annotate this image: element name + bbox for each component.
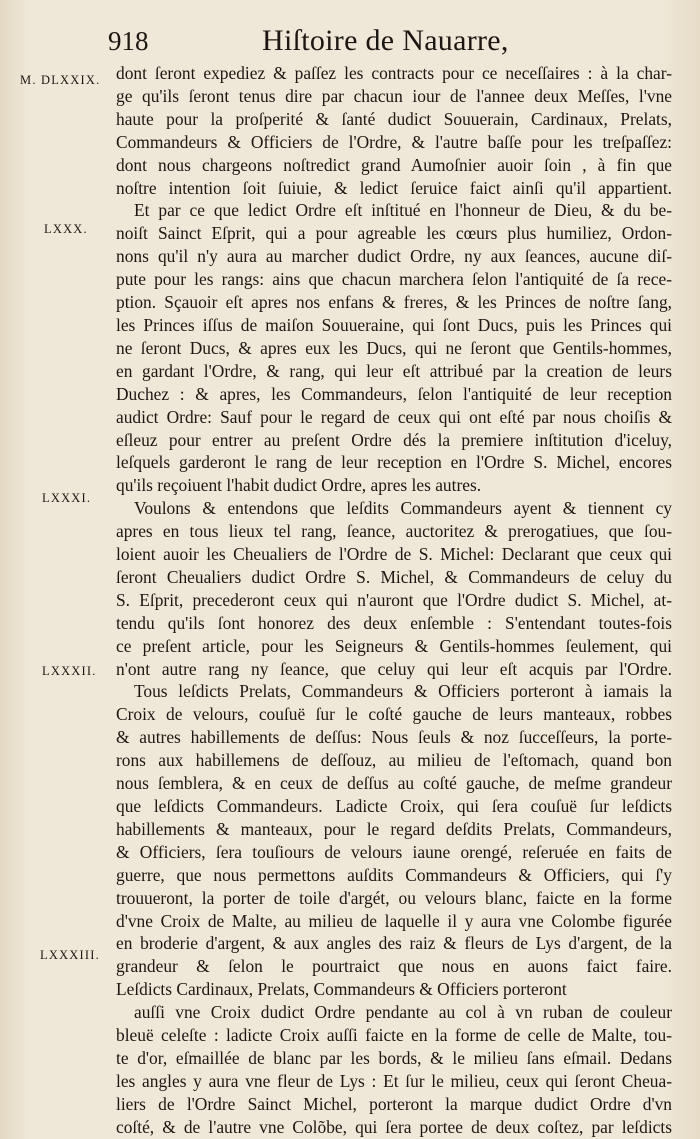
text-line: haute pour la proſperité & ſanté dudict Souuerain, Cardinaux, Prelats, [116,108,672,129]
text-line: Voulons & entendons que leſdits Commandeurs ayent & tiennent cy [134,498,672,519]
margin-note: LXXXI. [42,491,92,505]
margin-note: LXXX. [44,222,88,236]
text-line: audict Ordre: Sauf pour le regard de ceux qui ont eſté par nous choiſis & [116,406,672,427]
text-line: dont ſeront expediez & paſſez les contracts pour ce neceſſaires : à la char- [116,63,672,83]
text-line: trouueront, la porter de toile d'argét, ou velours blanc, faicte en la forme [116,887,672,908]
text-line: leſquels garderont le rang de leur reception en l'Ordre S. Michel, encores [116,452,672,473]
text-line: en gardant l'Ordre, & rang, qui leur eſt attribué par la creation de leurs [116,360,672,381]
text-line: en broderie d'argent, & aux angles des raiz & fleurs de Lys d'argent, de la [116,933,672,954]
text-line: noiſt Sainct Eſprit, qui a pour agreable les cœurs plus humiliez, Ordon- [116,223,672,244]
text-line: que leſdicts Commandeurs. Ladicte Croix, qui ſera couſuë ſur leſdicts [116,796,672,816]
text-line: rons aux habillemens de deſſouz, au milieu de l'eſtomach, quand bon [116,750,672,771]
text-line: n'ont autre rang ny ſeance, que celuy qui leur eſt acquis par l'Ordre. [116,658,672,679]
text-line: Commandeurs & Officiers de l'Ordre, & l'autre baſſe pour les treſpaſſez: [116,131,672,152]
text-line: coſté, & de l'autre vne Colõbe, qui ſera portee de deux coſtez, par leſdicts [116,1116,672,1137]
text-line: d'vne Croix de Malte, au milieu de laquelle il y aura vne Colombe figurée [116,910,672,931]
text-line: qu'ils reçoiuent l'habit dudict Ordre, apres les autres. [116,475,482,496]
text-line: dont nous chargeons noſtredict grand Aumoſnier auoir ſoin , à fin que [116,154,672,175]
margin-note: M. DLXXIX. [20,73,101,87]
text-line: eſleuz pour entrer au preſent Ordre dés la premiere inſtitution d'iceluy, [116,429,672,450]
text-line: apres en tous lieux tel rang, ſeance, auctoritez & prerogatiues, que ſou- [116,521,672,542]
text-line: & Officiers, ſera touſiours de velours iaune orengé, reſeruée en faits de [116,841,672,862]
text-line: grandeur & ſelon le pourtraict que nous en auons faict faire. [116,956,672,977]
text-line: tendu qu'ils ſont honorez des deux enſemble : S'entendant toutes-fois [116,612,672,633]
text-line: Et par ce que ledict Ordre eſt inſtitué en l'honneur de Dieu, & du be- [134,200,672,221]
text-line: ce preſent article, pour les Seigneurs & Gentils-hommes ſeulement, qui [116,635,672,656]
text-line: liers de l'Ordre Sainct Michel, porteront la marque dudict Ordre d'vn [116,1093,672,1114]
text-line: te d'or, eſmaillée de blanc par les bords, & le milieu ſans eſmail. Dedans [116,1047,672,1068]
text-line: Duchez : & apres, les Commandeurs, ſelon l'antiquité de leur reception [116,383,672,404]
text-line: les Princes iſſus de maiſon Souueraine, qui ſont Ducs, puis les Princes qui [116,314,672,335]
text-line: Tous leſdicts Prelats, Commandeurs & Officiers porteront à iamais la [134,681,672,702]
text-line: auſſi vne Croix dudict Ordre pendante au col à vn ruban de couleur [134,1002,672,1023]
text-line: ption. Sçauoir eſt apres nos enfans & freres, & les Princes de noſtre ſang, [116,292,672,313]
text-line: habillements & manteaux, pour le regard deſdits Prelats, Commandeurs, [116,818,672,839]
text-line: nous ſemblera, & en ceux de deſſus au coſté gauche, de meſme grandeur [116,773,672,794]
text-line: S. Eſprit, precederont ceux qui n'auront que l'Ordre dudict S. Michel, at- [116,589,672,610]
text-line: noſtre intention ſoit ſuiuie, & ledict ſeruice faict ainſi qu'il appartient. [116,177,672,198]
text-line: nons qu'il n'y aura au marcher dudict Ordre, ny aux ſeances, aucune diſ- [116,246,672,267]
text-line: ne ſeront Ducs, & apres eux les Ducs, qui ne ſeront que Gentils-hommes, [116,337,672,358]
text-line: Croix de velours, couſuë ſur le coſté gauche de leurs manteaux, robbes [116,704,672,725]
margin-note: LXXXII. [42,664,97,678]
text-line: Leſdicts Cardinaux, Prelats, Commandeurs & Officiers porteront [116,979,567,1000]
page-number: 918 [108,26,149,56]
text-line: les angles y aura vne fleur de Lys : Et ſur le milieu, ceux qui ſeront Cheua- [116,1070,672,1091]
page-header [0,24,700,64]
text-line: loient auoir les Cheualiers de l'Ordre de S. Michel: Declarant que ceux qui [116,544,672,565]
running-title: Hiſtoire de Nauarre, [262,24,509,57]
text-line: bleuë celeſte : ladicte Croix auſſi faicte en la forme de celle de Malte, tou- [116,1025,672,1046]
body-text [116,62,672,1139]
margin-note: LXXXIII. [40,948,100,962]
text-line: guerre, que nous permettons auſdits Commandeurs & Officiers, qui ſ'y [116,864,672,885]
text-line: & autres habillements de deſſus: Nous ſeuls & noz ſucceſſeurs, la porte- [116,727,672,748]
text-line: pute pour les rangs: ains que chacun marchera ſelon l'antiquité de ſa rece- [116,269,672,290]
text-line: ſeront Cheualiers dudict Ordre S. Michel, & Commandeurs de celuy du [116,566,672,587]
text-line: ge qu'ils ſeront tenus dire par chacun iour de l'annee deux Meſſes, l'vne [116,85,672,106]
